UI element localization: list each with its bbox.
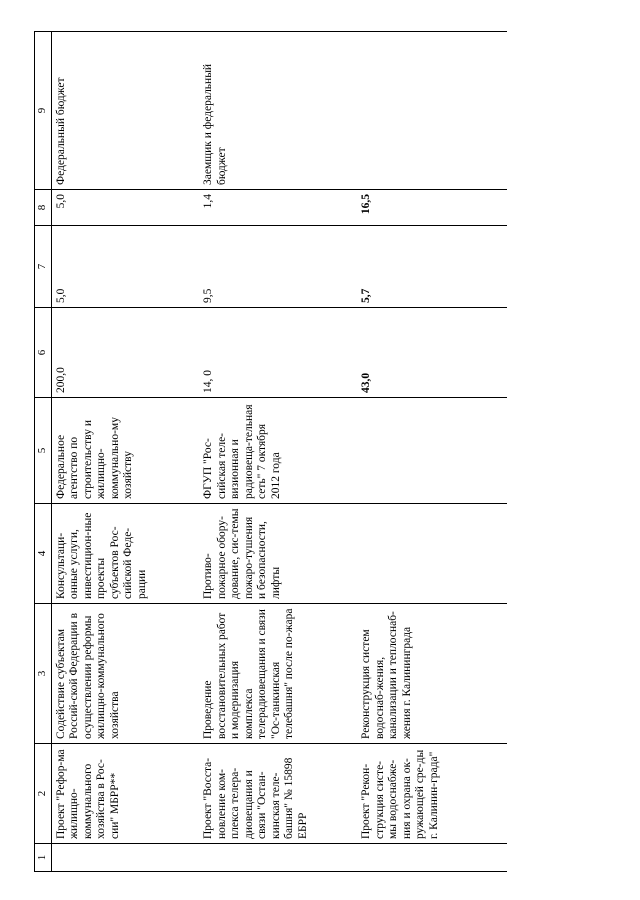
project-name: Проект "Рефор-ма жилищно-коммунального хозяйства в Рос-сии" МБРР** (51, 744, 199, 844)
col-header-4: 4 (35, 504, 52, 604)
project-content: Консультаци-онные услуги, инвестицион-ные проекты субъектов Рос-сийской Феде-рации (51, 504, 199, 604)
value-col-7: 5,7 (357, 226, 507, 308)
project-goal: Реконструкция систем водоснаб-жения, канализации и теплоснаб-жения г. Калининграда (357, 604, 507, 744)
col-header-2: 2 (35, 744, 52, 844)
funding-source: Федеральный бюджет (51, 32, 199, 190)
row-number (51, 844, 199, 872)
executor (357, 398, 507, 504)
project-goal: Содействие субъектам Россий-ской Федерации в осуществлении реформы жилищно-коммунального хозяйства (51, 604, 199, 744)
header-row (35, 32, 52, 872)
executor: Федеральное агентство по строительству и жилищно-коммунально-му хозяйству (51, 398, 199, 504)
value-col-6: 43,0 (357, 308, 507, 398)
col-header-9: 9 (35, 32, 52, 190)
funding-source: Заемщик и федеральный бюджет (199, 32, 357, 190)
value-col-8: 5,0 (51, 190, 199, 226)
col-header-7: 7 (35, 226, 52, 308)
funding-source (357, 32, 507, 190)
col-header-6: 6 (35, 308, 52, 398)
col-header-5: 5 (35, 398, 52, 504)
project-name: Проект "Рекон-струкция систе-мы водоснабже-ния и охрана ок-ружающей сре-ды г. Калинин-града" (357, 744, 507, 844)
row-number (199, 844, 357, 872)
value-col-8: 1,4 (199, 190, 357, 226)
value-col-6: 14, 0 (199, 308, 357, 398)
value-col-8: 16,5 (357, 190, 507, 226)
project-content (357, 504, 507, 604)
row-number (357, 844, 507, 872)
col-header-8: 8 (35, 190, 52, 226)
table-row (51, 32, 199, 872)
table-row (357, 32, 507, 872)
value-col-7: 5,0 (51, 226, 199, 308)
project-goal: Проведение восстановительных работ и модернизация комплекса телерадиовещания и связи "Ос-танкинская телебашня" после по-жара (199, 604, 357, 744)
executor: ФГУП "Рос-сийская теле-визионная и радиовеща-тельная сеть" 7 октября 2012 года (199, 398, 357, 504)
col-header-3: 3 (35, 604, 52, 744)
project-content: Противо-пожарное обору-дование, сис-темы пожаро-тушения и безопасности, лифты (199, 504, 357, 604)
project-name: Проект "Восста-новление ком-плекса телера-диовещания и связи "Остан-кинская теле-башня" № 15898 ЕБРР (199, 744, 357, 844)
col-header-1: 1 (35, 844, 52, 872)
value-col-6: 200,0 (51, 308, 199, 398)
table-row (199, 32, 357, 872)
projects-table (34, 31, 507, 872)
value-col-7: 9,5 (199, 226, 357, 308)
